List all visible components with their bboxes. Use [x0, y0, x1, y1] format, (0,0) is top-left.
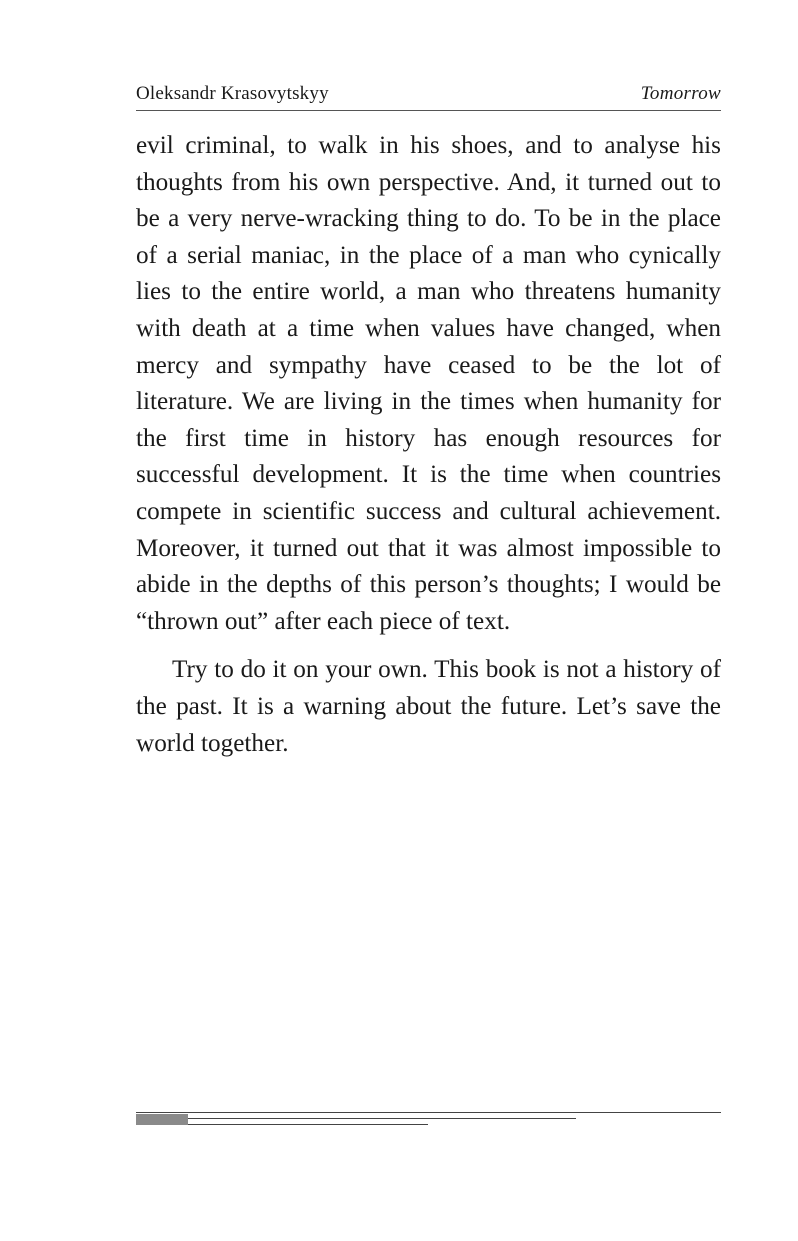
ornament-block: [136, 1114, 188, 1125]
footer-ornament: [136, 1110, 721, 1130]
ornament-line-middle: [188, 1118, 576, 1119]
running-header: [136, 80, 721, 111]
header-author: Oleksandr Krasovytskyy: [136, 83, 329, 104]
body-paragraph-2: Try to do it on your own. This book is not a history of the past. It is a warning about the future. Let’s save the world together.: [136, 656, 721, 757]
body-paragraph-1: evil criminal, to walk in his shoes, and to analyse his thoughts from his own perspective. And, it turned out to be a very nerve-wracking thing to do. To be in the place of a serial maniac, in the place of a man who cynically lies to the entire world, a man who threatens humanity with death at a time when values have changed, when mercy and sympathy have ceased to be the lot of literature. We are living in the times when humanity for the first time in history has enough resources for successful development. It is the time when countries compete in scientific success and cultural achievement. Moreover, it turned out that it was almost impossible to abide in the depths of this person’s thoughts; I would be “thrown out” after each piece of text.: [136, 132, 721, 635]
page-body: [136, 128, 721, 762]
header-book-title: Tomorrow: [640, 83, 721, 104]
ornament-line-top: [136, 1112, 721, 1113]
ornament-line-bottom: [188, 1124, 428, 1125]
